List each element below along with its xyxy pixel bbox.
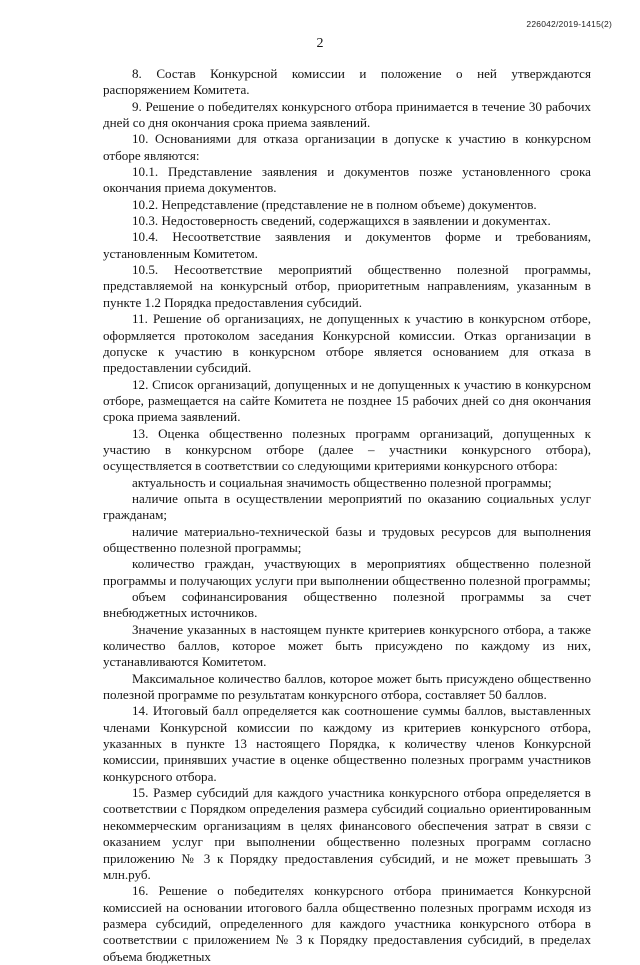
criterion-citizens-count: количество граждан, участвующих в мероприятиях общественно полезной программы и получающих услуги при выполнении общественно полезной программы; [103,556,591,588]
page-number: 2 [316,36,324,51]
paragraph-13-max-score: Максимальное количество баллов, которое может быть присуждено общественно полезной программе по результатам конкурсного отбора, составляет 50 баллов. [103,670,591,703]
paragraph-8: 8. Состав Конкурсной комиссии и положение о ней утверждаются распоряжением Комитета. [103,66,591,98]
paragraph-14: 14. Итоговый балл определяется как соотношение суммы баллов, выставленных членами Конкурсной комиссии по каждому из критериев конкурсного отбора, указанных в пункте 13 настоящего Порядка, к количеству членов Конкурсной комиссии, принявших участие в оценке общественно полезных программ участников конкурсного отбора. [103,703,591,784]
paragraph-12: 12. Список организаций, допущенных и не допущенных к участию в конкурсном отборе, размещается на сайте Комитета не позднее 15 рабочих дней со дня окончания срока приема заявлений. [103,376,591,425]
paragraph-10-2: 10.2. Непредставление (представление не в полном объеме) документов. [132,196,537,212]
paragraph-10: 10. Основаниями для отказа организации в допуске к участию в конкурсном отборе являются: [103,131,591,163]
document-body [103,66,591,965]
paragraph-11: 11. Решение об организациях, не допущенных к участию в конкурсном отборе, оформляется протоколом заседания Конкурсной комиссии. Отказ организации в допуске к участию в конкурсном отборе является основанием для отказа в предоставлении субсидий. [103,311,591,376]
paragraph-10-4: 10.4. Несоответствие заявления и документов форме и требованиям, установленным Комитетом. [103,229,591,261]
criterion-relevance: актуальность и социальная значимость общественно полезной программы; [132,474,552,490]
paragraph-13: 13. Оценка общественно полезных программ организаций, допущенных к участию в конкурсном отборе (далее – участники конкурсного отбора), осуществляется в соответствии со следующими критериями конкурсного отбора: [103,425,591,474]
criterion-experience: наличие опыта в осуществлении мероприятий по оказанию социальных услуг гражданам; [103,490,591,523]
criterion-cofinancing: объем софинансирования общественно полезной программы за счет внебюджетных источников. [103,589,591,621]
paragraph-10-1: 10.1. Представление заявления и документов позже установленного срока окончания приема документов. [103,164,591,196]
paragraph-16: 16. Решение о победителях конкурсного отбора принимается Конкурсной комиссией на основании итогового балла общественно полезных программ исходя из размера субсидий, определенного для каждого участника конкурсного отбора в соответствии с приложением № 3 к Порядку предоставления субсидий, в пределах объема бюджетных [103,883,591,964]
document-code: 226042/2019-1415(2) [526,19,612,29]
paragraph-10-3: 10.3. Недостоверность сведений, содержащихся в заявлении и документах. [132,213,551,229]
paragraph-10-5: 10.5. Несоответствие мероприятий общественно полезной программы, представляемой на конкурсный отбор, приоритетным направлениям, указанным в пункте 1.2 Порядка предоставления субсидий. [103,262,591,310]
criterion-resources: наличие материально-технической базы и трудовых ресурсов для выполнения общественно полезной программы; [103,523,591,555]
paragraph-15: 15. Размер субсидий для каждого участника конкурсного отбора определяется в соответствии с Порядком определения размера субсидий социально ориентированным некоммерческим организациям в целях финансового обеспечения затрат в связи с оказанием услуг при выполнении общественно полезных программ согласно приложению № 3 к Порядку предоставления субсидий, и не может превышать 3 млн.руб. [103,785,591,882]
paragraph-9: 9. Решение о победителях конкурсного отбора принимается в течение 30 рабочих дней со дня окончания срока приема заявлений. [103,98,591,131]
paragraph-13-criteria-values: Значение указанных в настоящем пункте критериев конкурсного отбора, а также количество баллов, которое может быть присуждено по каждому из них, устанавливаются Комитетом. [103,621,591,670]
